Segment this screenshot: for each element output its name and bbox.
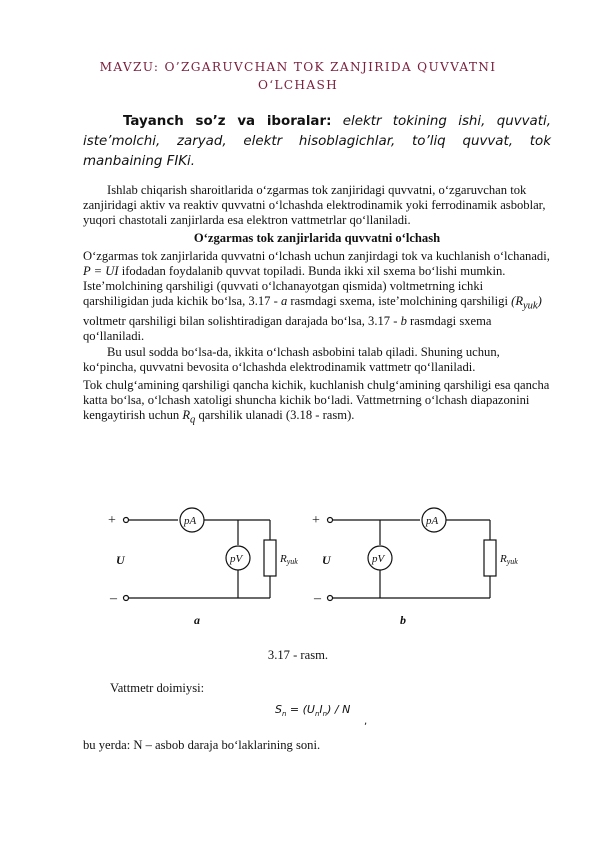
p1-r-symbol: $(R_{yuk})$	[511, 294, 542, 312]
paragraph-2: Bu usul sodda bo‘lsa-da, ikkita o‘lchash asbobini talab qiladi. Shuning uchun, ko‘pincha, quvvatni bevosita o‘lchashda elektrodinamik vattmetr qo‘llaniladi.	[83, 344, 500, 374]
resistor-a	[264, 540, 276, 576]
title-line-1: MAVZU: O’ZGARUVCHAN TOK ZANJIRIDA QUVVATNI	[99, 60, 497, 74]
minus-a: –	[110, 591, 117, 606]
intro-paragraph: Ishlab chiqarish sharoitlarida o‘zgarmas tok zanjiridagi quvvatni, o‘zgaruvchan tok zanjiridagi aktiv va reaktiv quvvatni o‘lchashda elektrodinamik yoki ferrodinamik asboblar, yuqori chastotali zanjirlarda esa elektron vattmetrlar qo‘llaniladi.	[83, 183, 546, 228]
voltmeter-b-label: pV	[372, 553, 385, 565]
circuit-b	[328, 508, 497, 601]
page-title	[60, 58, 536, 94]
circuit-a	[124, 508, 277, 601]
p3-text-1: Tok chulg‘amining qarshiligi qancha kichik, kuchlanish chulg‘amining qarshiligi esa qancha katta bo‘lsa, o‘lchash xatoligi shuncha kichik bo‘ladi. Vattmetrning o‘lchash diapazonini kengaytirish uchun	[83, 377, 550, 423]
p1-text-5: rasmdagi sxema qo‘llaniladi.	[83, 314, 492, 344]
plus-a: +	[108, 513, 116, 528]
p1-text-3: rasmdagi sxema, iste’molchining qarshiligi	[287, 294, 512, 309]
p1-fig-b: b	[400, 314, 407, 329]
wattmeter-formula: $S_n = (U_nI_n) / N$	[275, 703, 351, 719]
p3-text-2: qarshilik ulanadi (3.18 - rasm).	[195, 408, 355, 423]
wattmeter-constant-label: Vattmetr doimiysi:	[110, 681, 205, 695]
voltage-b: U	[322, 553, 331, 567]
p1-text-2: ifodadan foydalanib quvvat topiladi. Bunda ikki xil sxema bo‘lishi mumkin. Iste’molchining qarshiligi (quvvati o‘lchanayotgan qismida) voltmetrning ichki qarshiligidan juda kichik bo‘lsa, 3.17 -	[83, 264, 506, 309]
minus-b: –	[314, 591, 321, 606]
formula-comma: ,	[364, 716, 368, 727]
plus-b: +	[312, 513, 320, 528]
paragraph-1	[83, 249, 551, 345]
ammeter-b-label: pA	[426, 515, 439, 527]
section-subheading: O‘zgarmas tok zanjirlarida quvvatni o‘lchash	[193, 230, 441, 245]
voltmeter-a-label: pV	[230, 553, 243, 565]
keywords-paragraph	[83, 112, 551, 172]
p1-text-1: O‘zgarmas tok zanjirlarida quvvatni o‘lchash uchun zanjirdagi tok va kuchlanish o‘lchanadi,	[83, 248, 550, 263]
resistor-b-label: Ryuk	[500, 553, 518, 566]
p1-formula: P = UI	[83, 264, 119, 279]
circuit-diagram	[100, 500, 530, 630]
label-b: b	[400, 613, 406, 627]
ammeter-a-label: pA	[184, 515, 197, 527]
keywords-label: Tayanch so’z va iboralar:	[123, 114, 332, 129]
p3-rq-symbol: $R_q$	[182, 408, 196, 426]
p1-fig-a: a	[280, 294, 288, 309]
body-text	[83, 183, 551, 428]
label-a: a	[194, 613, 200, 627]
figure-caption: 3.17 - rasm.	[267, 648, 329, 662]
title-line-2: O‘LCHASH	[257, 78, 339, 92]
paragraph-3	[83, 378, 551, 428]
keywords-terms: elektr tokining ishi, quvvati, iste’molchi, zaryad, elektr hisoblagichlar, to’liq quvvat, tok manbaining FIKi.	[83, 114, 551, 169]
p1-text-4: voltmetr qarshiligi bilan solishtiradigan darajada bo‘lsa, 3.17 -	[83, 314, 401, 329]
resistor-a-label: Ryuk	[280, 553, 298, 566]
resistor-b	[484, 540, 496, 576]
formula-note: bu yerda: N – asbob daraja bo‘laklarining soni.	[83, 738, 321, 752]
voltage-a: U	[116, 553, 125, 567]
